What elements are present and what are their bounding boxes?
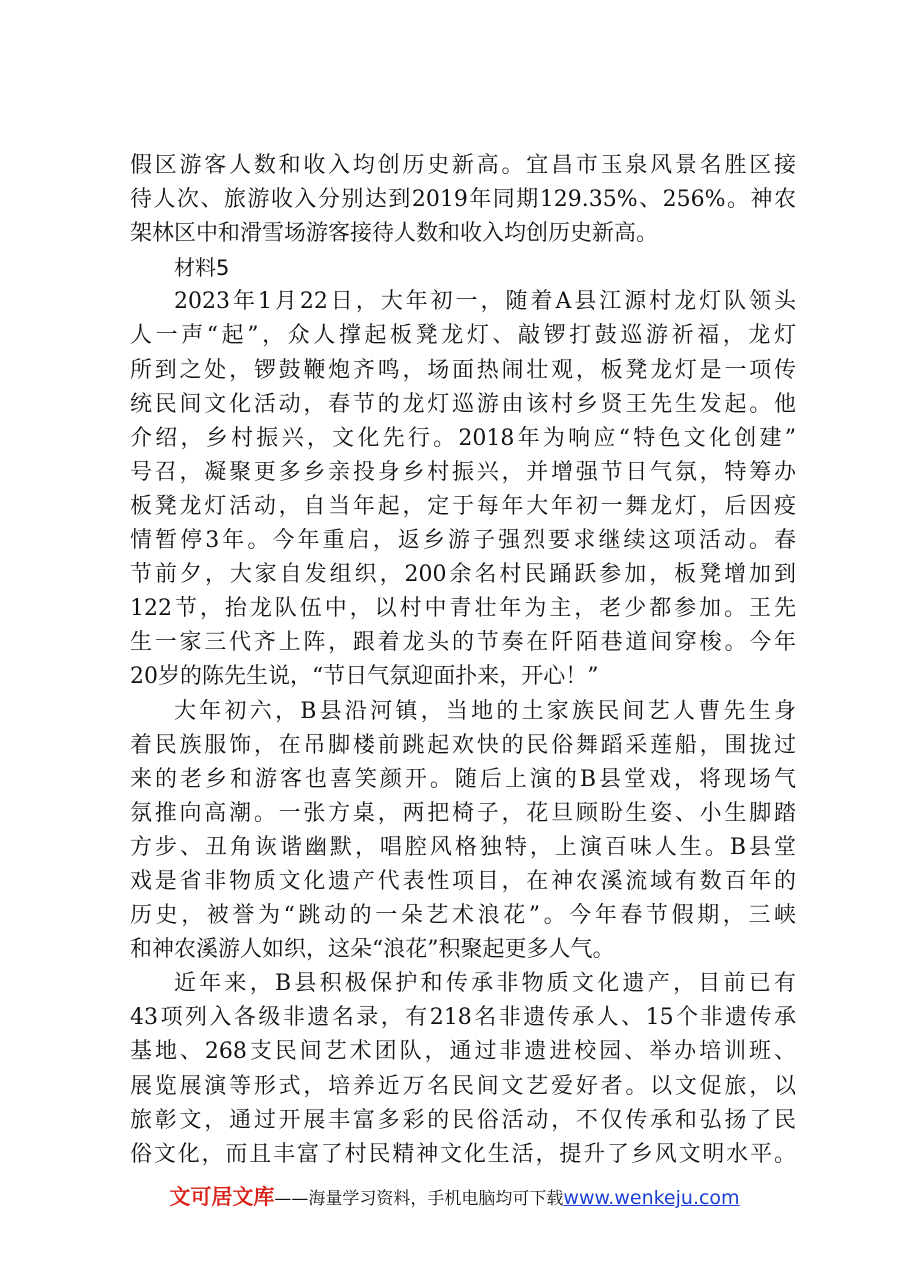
text-line: 情暂停3年。今年重启，返乡游子强烈要求继续这项活动。春 (130, 528, 796, 554)
text-line: 和神农溪游人如织，这朵“浪花”积聚起更多人气。 (130, 937, 615, 963)
text-line: 所到之处，锣鼓鞭炮齐鸣，场面热闹壮观，板凳龙灯是一项传 (130, 357, 796, 383)
text-line: 戏是省非物质文化遗产代表性项目，在神农溪流域有数百年的 (130, 868, 796, 894)
text-line: 介绍，乡村振兴，文化先行。2018年为响应“特色文化创建” (130, 425, 796, 451)
footer-tagline: ——海量学习资料，手机电脑均可下载 (274, 1189, 564, 1209)
text-line: 假区游客人数和收入均创历史新高。宜昌市玉泉风景名胜区接 (130, 153, 796, 178)
text-line: 近年来，B县积极保护和传承非物质文化遗产，目前已有 (174, 971, 796, 997)
text-line: 号召，凝聚更多乡亲投身乡村振兴，并增强节日气氛，特筹办 (130, 459, 796, 485)
document-body (130, 149, 796, 1172)
text-line: 旅彰文，通过开展丰富多彩的民俗活动，不仅传承和弘扬了民 (130, 1107, 796, 1133)
section-heading: 材料5 (174, 256, 230, 281)
text-line: 板凳龙灯活动，自当年起，定于每年大年初一舞龙灯，后因疫 (130, 493, 796, 519)
text-line: 架林区中和滑雪场游客接待人数和收入均创历史新高。 (130, 221, 659, 247)
footer-banner (0, 1181, 909, 1211)
text-line: 历史，被誉为“跳动的一朵艺术浪花”。今年春节假期，三峡 (130, 903, 796, 929)
text-line: 20岁的陈先生说，“节日气氛迎面扑来，开心！” (130, 664, 599, 690)
text-line: 来的老乡和游客也喜笑颜开。随后上演的B县堂戏，将现场气 (130, 766, 796, 792)
text-line: 展览展演等形式，培养近万名民间文艺爱好者。以文促旅，以 (130, 1073, 796, 1099)
text-line: 43项列入各级非遗名录，有218名非遗传承人、15个非遗传承 (130, 1005, 796, 1031)
text-line: 待人次、旅游收入分别达到2019年同期129.35%、256%。神农 (130, 187, 796, 213)
text-line: 统民间文化活动，春节的龙灯巡游由该村乡贤王先生发起。他 (130, 391, 796, 417)
footer-brand: 文可居文库 (169, 1185, 275, 1209)
text-line: 方步、丑角诙谐幽默，唱腔风格独特，上演百味人生。B县堂 (130, 834, 796, 860)
text-line: 基地、268支民间艺术团队，通过非遗进校园、举办培训班、 (130, 1039, 796, 1065)
text-line: 节前夕，大家自发组织，200余名村民踊跃参加，板凳增加到 (130, 562, 796, 588)
text-line: 氛推向高潮。一张方桌，两把椅子，花旦顾盼生姿、小生脚踏 (130, 800, 796, 826)
text-line: 122节，抬龙队伍中，以村中青壮年为主，老少都参加。王先 (130, 596, 796, 622)
text-line: 着民族服饰，在吊脚楼前跳起欢快的民俗舞蹈采莲船，围拢过 (130, 732, 796, 758)
text-line: 俗文化，而且丰富了村民精神文化生活，提升了乡风文明水平。 (130, 1141, 796, 1167)
text-line: 生一家三代齐上阵，跟着龙头的节奏在阡陌巷道间穿梭。今年 (130, 630, 796, 656)
text-line: 人一声“起”，众人撑起板凳龙灯、敲锣打鼓巡游祈福，龙灯 (130, 323, 796, 349)
text-line: 2023年1月22日，大年初一，随着A县江源村龙灯队领头 (174, 289, 796, 315)
text-line: 大年初六，B县沿河镇，当地的土家族民间艺人曹先生身 (174, 698, 796, 724)
footer-url-link[interactable]: www.wenkeju.com (563, 1187, 740, 1209)
